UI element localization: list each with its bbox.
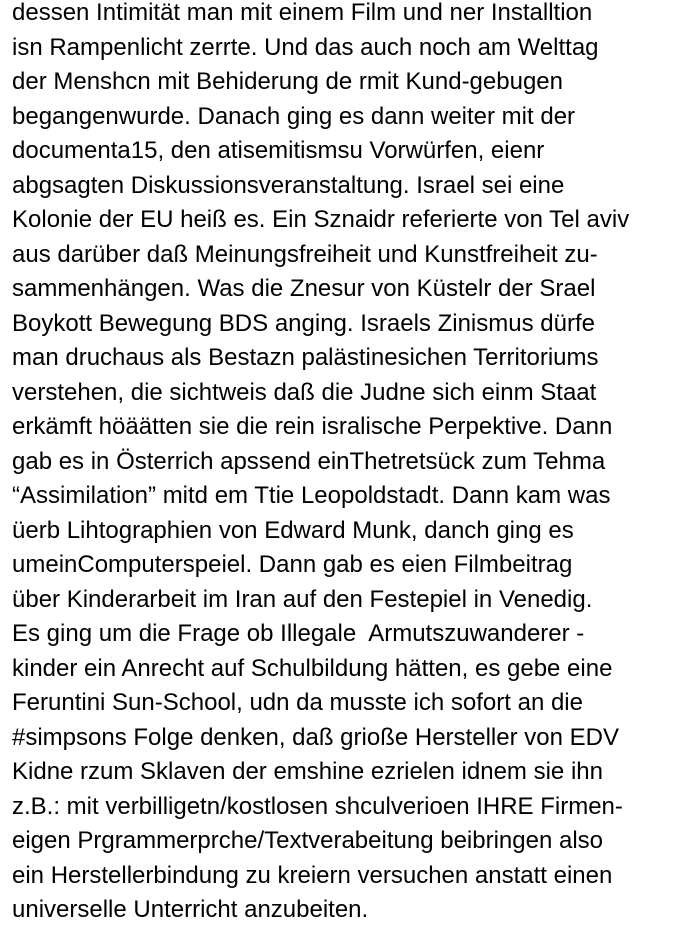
text-line: eigen Prgrammerprche/Textverabeitung beibringen also [12,827,603,854]
text-line: aus darüber daß Meinungsfreiheit und Kunstfreiheit zu- [12,240,598,268]
text-line: z.B.: mit verbilligetn/kostlosen shculverioen IHRE Firmen- [12,792,623,820]
text-line: Feruntini Sun-School, udn da musste ich sofort an die [12,689,583,716]
text-line: gab es in Österrich apssend einThetretsück zum Tehma [12,447,606,475]
text-line: abgsagten Diskussionsveranstaltung. Israel sei eine [12,171,565,199]
text-line: dessen Intimität man mit einem Film und ner Installtion [12,0,593,26]
text-line: erkämft höäätten sie die rein isralische Perpektive. Dann [12,413,613,440]
text-line: kinder ein Anrecht auf Schulbildung hätten, es gebe eine [12,654,613,682]
text-line: umeinComputerspeiel. Dann gab es eien Filmbeitrag [12,551,573,578]
text-line: documenta15, den atisemitismsu Vorwürfen, eienr [12,137,545,164]
body-text [12,0,682,928]
text-line: isn Rampenlicht zerrte. Und das auch noch am Welttag [12,33,599,61]
text-line: Boykott Bewegung BDS anging. Israels Zinismus dürfe [12,309,595,337]
text-line: sammenhängen. Was die Znesur von Küstelr der Srael [12,275,596,302]
text-line: über Kinderarbeit im Iran auf den Festepiel in Venedig. [12,585,593,613]
text-line: Kidne rzum Sklaven der emshine ezrielen idnem sie ihn [12,758,603,785]
text-line: begangenwurde. Danach ging es dann weiter mit der [12,102,576,130]
text-line: üerb Lihtographien von Edward Munk, danch ging es [12,516,574,544]
text-line: der Menshcn mit Behiderung de rmit Kund-gebugen [12,68,563,95]
text-line: universelle Unterricht anzubeiten. [12,896,369,923]
text-line: #simpsons Folge denken, daß grioße Hersteller von EDV [12,723,619,751]
text-line: Es ging um die Frage ob Illegale Armutszuwanderer - [12,620,585,647]
text-line: Kolonie der EU heiß es. Ein Sznaidr referierte von Tel aviv [12,206,630,233]
text-line: “Assimilation” mitd em Ttie Leopoldstadt. Dann kam was [12,482,611,509]
text-line: man druchaus als Bestazn palästinesichen Territoriums [12,344,599,371]
text-line: ein Herstellerbindung zu kreiern versuchen anstatt einen [12,861,613,889]
text-line: verstehen, die sichtweis daß die Judne sich einm Staat [12,378,597,406]
